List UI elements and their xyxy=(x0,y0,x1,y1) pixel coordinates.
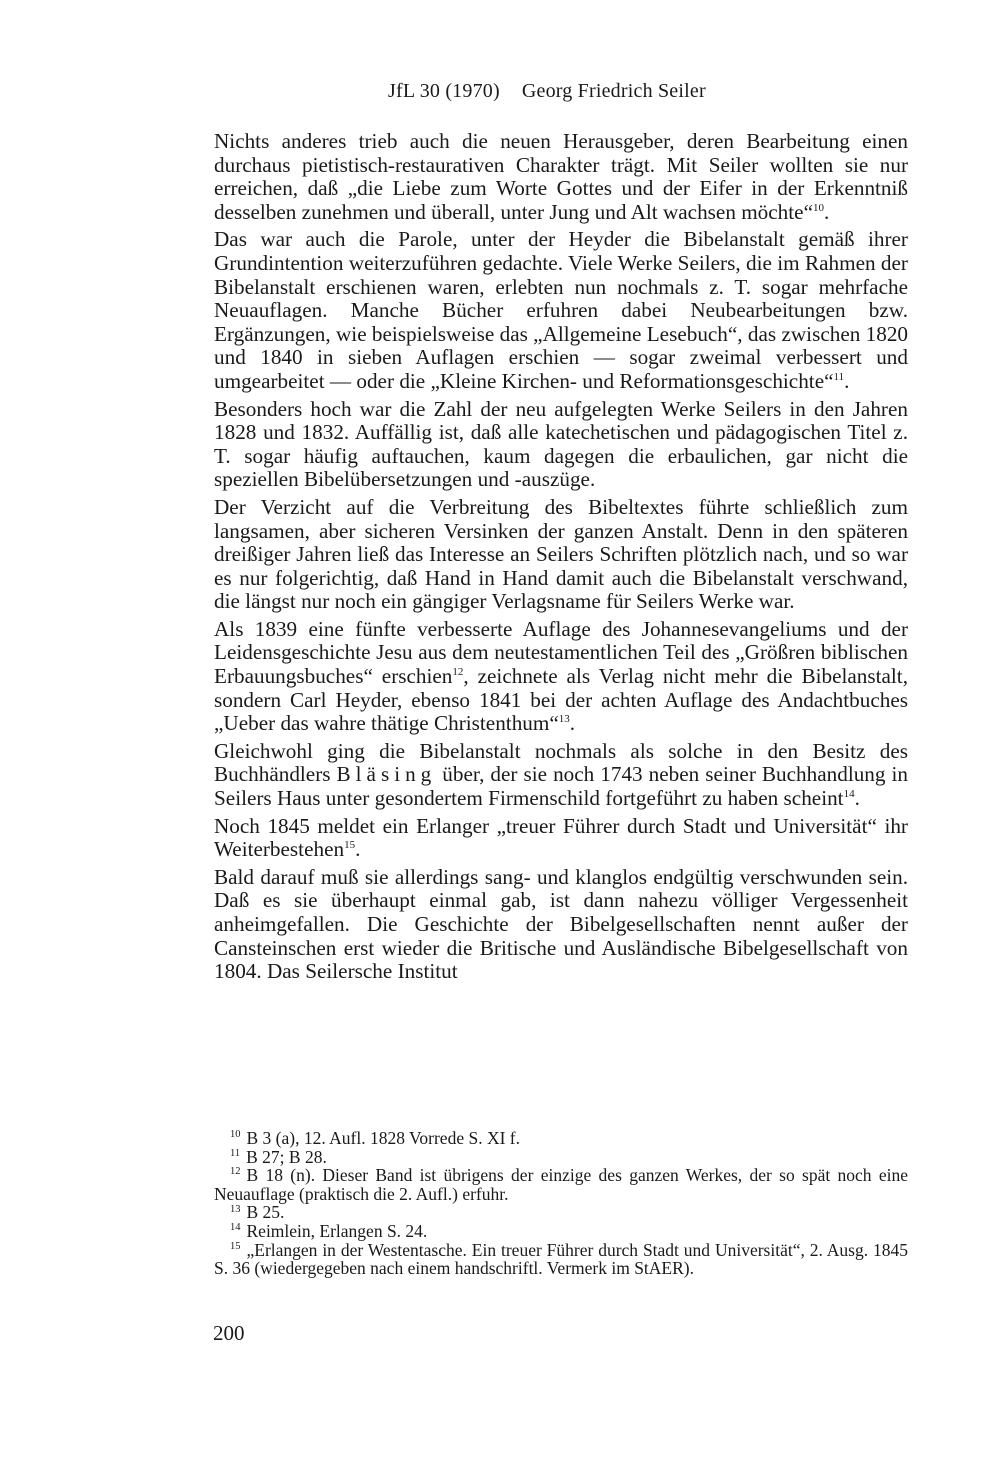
footnotes xyxy=(214,1129,908,1278)
page-number: 200 xyxy=(213,1321,245,1345)
footnote-ref: 13 xyxy=(558,713,570,726)
footnote: $^{12}$ B 18 (n). Dieser Band ist übrigens der einzige des ganzen Werkes, der so spät noch eine Neuauflage (praktisch die 2. Aufl.) erfuhr. xyxy=(214,1165,908,1204)
paragraph: Nichts anderes trieb auch die neuen Herausgeber, deren Bearbeitung einen durchaus pietistisch-restaurativen Charakter trägt. Mit Seiler wollten sie nur erreichen, daß „die Liebe zum Worte Gottes und der Eifer in der Erkenntniß desselben zunehmen und überall, unter Jung und Alt wachsen möchte“$^{10}$. xyxy=(214,129,908,224)
footnote-ref: 11 xyxy=(833,370,845,383)
footnote: $^{15}$ „Erlangen in der Westentasche. Ein treuer Führer durch Stadt und Universität“, 2. Ausg. 1845 S. 36 (wiedergegeben nach einem handschriftl. Vermerk im StAER). xyxy=(214,1239,908,1279)
paragraph: Besonders hoch war die Zahl der neu aufgelegten Werke Seilers in den Jahren 1828 und 1832. Auffällig ist, daß alle katechetischen und pädagogischen Titel z. T. sogar häufig auftauchen, kaum dagegen die erbaulichen, gar nicht die speziellen Bibelübersetzungen und -auszüge. xyxy=(214,396,908,492)
journal-citation: JfL 30 (1970) xyxy=(388,80,500,102)
footnote: $^{14}$ Reimlein, Erlangen S. 24. xyxy=(230,1220,428,1241)
footnote: $^{13}$ B 25. xyxy=(230,1202,285,1223)
paragraph: Der Verzicht auf die Verbreitung des Bibeltextes führte schließlich zum langsamen, aber sicheren Versinken der ganzen Anstalt. Denn in den späteren dreißiger Jahren ließ das Interesse an Seilers Schriften plötzlich nach, und so war es nur folgerichtig, daß Hand in Hand damit auch die Bibelanstalt verschwand, die längst nur noch ein gängiger Verlagsname für Seilers Werke war. xyxy=(214,494,908,614)
paragraph: Noch 1845 meldet ein Erlanger „treuer Führer durch Stadt und Universität“ ihr Weiterbestehen$^{15}$. xyxy=(214,813,908,862)
footnote: $^{11}$ B 27; B 28. xyxy=(230,1146,327,1167)
spaced-name: Bläsing xyxy=(336,762,437,787)
paragraph: Als 1839 eine fünfte verbesserte Auflage des Johannesevangeliums und der Leidensgeschichte Jesu aus dem neutestamentlichen Teil des „Größren biblischen Erbauungsbuches“ erschien$^{12}$, zeichnete als Verlag nicht mehr die Bibelanstalt, sondern Carl Heyder, ebenso 1841 bei der achten Auflage des Andachtbuches „Ueber das wahre thätige Christenthum“$^{13}$. xyxy=(214,616,908,736)
footnote-ref: 15 xyxy=(344,839,356,852)
footnote: $^{10}$ B 3 (a), 12. Aufl. 1828 Vorrede S. XI f. xyxy=(230,1128,520,1148)
footnote-ref: 14 xyxy=(843,787,855,800)
article-author: Georg Friedrich Seiler xyxy=(521,80,706,102)
footnote-ref: 10 xyxy=(812,201,824,214)
paragraph: Das war auch die Parole, unter der Heyder die Bibelanstalt gemäß ihrer Grundintention weiterzuführen gedachte. Viele Werke Seilers, die im Rahmen der Bibelanstalt erschienen waren, erlebten nun nochmals z. T. sogar mehrfache Neuauflagen. Manche Bücher erfuhren dabei Neubearbeitungen bzw. Ergänzungen, wie beispielsweise das „Allgemeine Lesebuch“, das zwischen 1820 und 1840 in sieben Auflagen erschien — sogar zweimal verbessert und umgearbeitet — oder die „Kleine Kirchen- und Reformationsgeschichte“$^{11}$. xyxy=(214,227,908,393)
paragraph: Bald darauf muß sie allerdings sang- und klanglos endgültig verschwunden sein. Daß es sie überhaupt einmal gab, ist dann nahezu völliger Vergessenheit anheimgefallen. Die Geschichte der Bibelgesellschaften nennt außer der Cansteinschen erst wieder die Britische und Ausländische Bibelgesellschaft von 1804. Das Seilersche Institut xyxy=(214,864,908,984)
paragraph: Gleichwohl ging die Bibelanstalt nochmals als solche in den Besitz des Buchhändlers Bläsing über, der sie noch 1743 neben seiner Buchhandlung in Seilers Haus unter gesondertem Firmenschild fortgeführt zu haben scheint$^{14}$. xyxy=(214,738,908,811)
footnote-ref: 12 xyxy=(452,666,464,678)
body-text xyxy=(214,130,908,988)
running-header xyxy=(388,80,706,103)
